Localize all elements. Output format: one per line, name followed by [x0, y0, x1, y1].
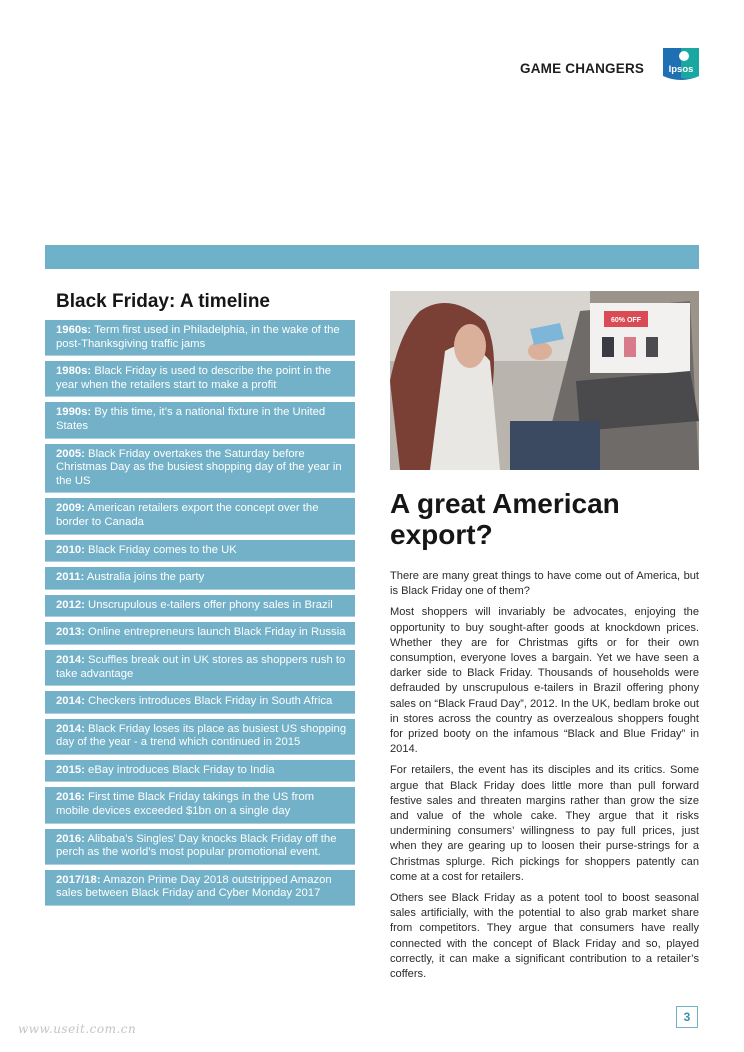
article-paragraph: For retailers, the event has its disciples and its critics. Some argue that Black Friday does little more than pull forward festive sales and threaten margins rather than grow the size and value of the whole cake. They argue that it risks undermining consumers’ willingness to pay full prices, just when they are gearing up to loosen their purse-strings for a Christmas splurge. Rich pickings for shoppers patently can come at a cost for retailers.	[390, 764, 699, 883]
timeline-item	[45, 870, 355, 906]
timeline-year: 2014:	[56, 722, 85, 735]
timeline-item	[45, 540, 355, 563]
timeline-year: 2009:	[56, 502, 85, 515]
timeline-text: Black Friday overtakes the Saturday before Christmas Day as the busiest shopping day of the year in the US	[56, 447, 342, 487]
section-banner	[45, 245, 699, 269]
timeline-item	[45, 787, 355, 823]
section-label: GAME CHANGERS	[520, 61, 645, 76]
timeline-text: Scuffles break out in UK stores as shoppers rush to take advantage	[56, 653, 346, 680]
timeline-year: 1980s:	[56, 365, 92, 378]
page-number: 3	[676, 1006, 698, 1028]
timeline-year: 2014:	[56, 695, 85, 708]
shopping-photo	[390, 291, 699, 470]
timeline-year: 2011:	[56, 571, 85, 584]
timeline-text: Australia joins the party	[84, 571, 205, 584]
timeline-item	[45, 567, 355, 590]
article-paragraph: There are many great things to have come out of America, but is Black Friday one of them?	[390, 570, 699, 598]
timeline-year: 1990s:	[56, 406, 92, 419]
timeline-item	[45, 444, 355, 494]
timeline-text: Amazon Prime Day 2018 outstripped Amazon sales between Black Friday and Cyber Monday 2017	[56, 873, 332, 900]
timeline-title: Black Friday: A timeline	[56, 291, 270, 312]
timeline-item	[45, 361, 355, 397]
timeline-text: Alibaba’s Singles’ Day knocks Black Friday off the perch as the world’s most popular promotional event.	[56, 832, 337, 859]
timeline-year: 2010:	[56, 543, 85, 556]
timeline-text: By this time, it’s a national fixture in the United States	[56, 406, 326, 432]
timeline-year: 2015:	[56, 763, 85, 776]
watermark: www.useit.com.cn	[18, 1022, 137, 1036]
timeline-item	[45, 595, 355, 618]
timeline-text: Unscrupulous e-tailers offer phony sales in Brazil	[84, 598, 333, 611]
timeline-text: eBay introduces Black Friday to India	[84, 763, 275, 776]
screen-sale-text: 60% OFF	[611, 317, 641, 324]
article-paragraph: Most shoppers will invariably be advocates, enjoying the opportunity to buy sought-after goods at knockdown prices. Whether they are for Christmas gifts or for their own consumption, everyone loves a bargain. Yet we have seen a darker side to Black Friday. Thousands of households were defrauded by unscrupulous e-tailers in Brazil offering phony sales on “Black Fraud Day”, 2012. In the UK, bedlam broke out in stores across the country as overzealous shoppers fought for prized booty on the infamous “Black and Blue Friday” in 2014.	[390, 606, 699, 756]
timeline-item	[45, 829, 355, 865]
timeline-year: 2005:	[56, 447, 85, 460]
ipsos-logo	[663, 48, 699, 82]
article-body	[390, 569, 699, 988]
timeline-text: Checkers introduces Black Friday in South Africa	[84, 695, 333, 708]
timeline-year: 2017/18:	[56, 873, 101, 886]
timeline-text: Black Friday comes to the UK	[84, 543, 237, 556]
timeline-text: First time Black Friday takings in the US from mobile devices exceeded $1bn on a single day	[56, 791, 315, 818]
timeline-year: 2013:	[56, 626, 85, 639]
timeline-text: Online entrepreneurs launch Black Friday in Russia	[84, 626, 346, 639]
timeline-year: 2012:	[56, 598, 85, 611]
timeline-item	[45, 622, 355, 645]
timeline-item	[45, 760, 355, 783]
timeline-year: 2016:	[56, 832, 85, 845]
timeline-item	[45, 402, 355, 438]
logo-text: Ipsos	[668, 64, 694, 75]
article-title: A great American export?	[390, 488, 620, 550]
timeline-text: American retailers export the concept over the border to Canada	[56, 502, 319, 528]
timeline-item	[45, 719, 355, 755]
timeline-year: 2014:	[56, 653, 85, 666]
timeline-text: Term first used in Philadelphia, in the wake of the post-Thanksgiving traffic jams	[56, 324, 340, 350]
timeline-item	[45, 650, 355, 686]
timeline-year: 1960s:	[56, 324, 92, 336]
timeline-year: 2016:	[56, 791, 85, 804]
timeline-text: Black Friday loses its place as busiest US shopping day of the year - a trend which continued in 2015	[56, 722, 347, 749]
timeline-item	[45, 498, 355, 534]
timeline-item	[45, 320, 355, 356]
timeline-item	[45, 691, 355, 714]
timeline-text: Black Friday is used to describe the point in the year when the retailers start to make a profit	[56, 365, 332, 391]
article-paragraph: Others see Black Friday as a potent tool to boost seasonal sales artificially, with the potential to also grab market share from competitors. They argue that consumers have really connected with the concept of Black Friday and so, played correctly, it can make a significant contribution to a retailer’s coffers.	[390, 892, 699, 981]
timeline-list	[45, 320, 355, 911]
